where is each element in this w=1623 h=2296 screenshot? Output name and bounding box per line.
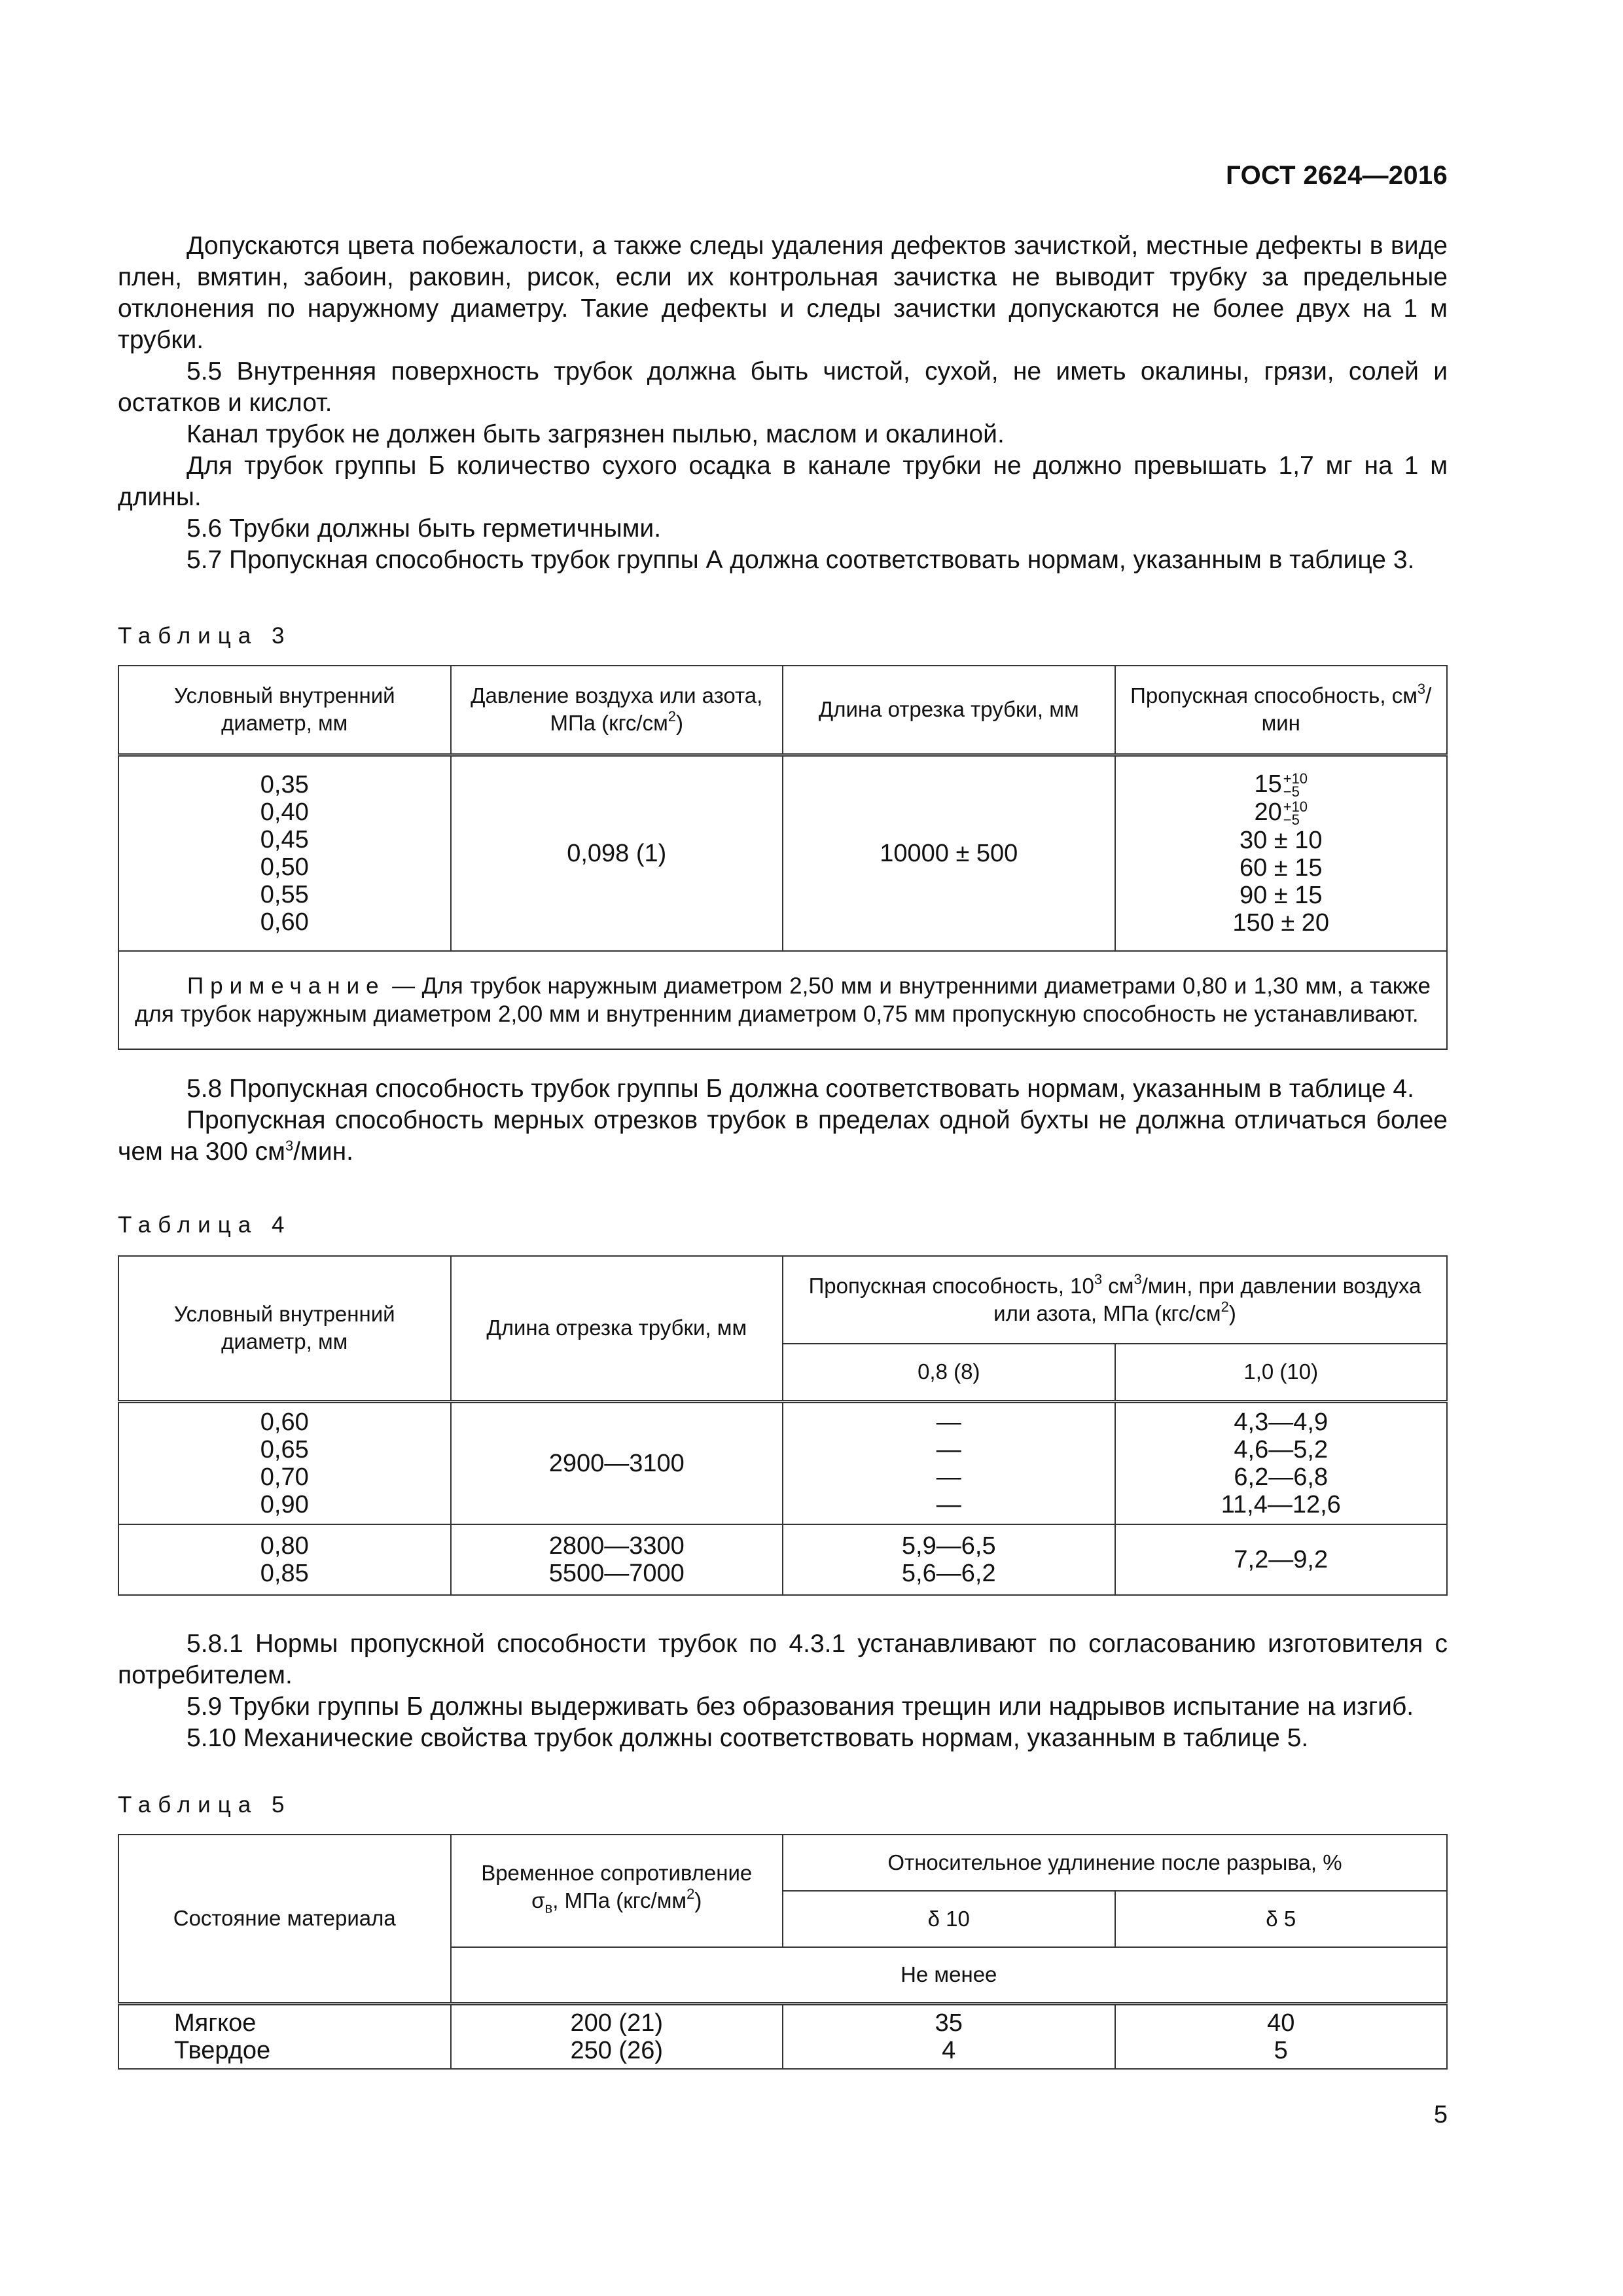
paragraph: Для трубок группы Б количество сухого осадка в канале трубки не должно превышать 1,7 мг на 1 м длины. [118,452,1448,511]
bottom-paragraphs [118,1628,1448,1754]
page-number: 5 [1433,2101,1448,2128]
t4-g2-p08: 5,9—6,5 5,6—6,2 [783,1524,1115,1595]
t4-g2-diameters: 0,80 0,85 [118,1524,451,1595]
note-label: Примечание [187,973,385,999]
t3-capacity-tol-2: 20 +10 −5 [1254,798,1308,828]
table3-caption: Таблица 3 [118,623,292,649]
t3-header-capacity: Пропускная способность, $см^3$/мин [1115,666,1448,755]
t4-header-p10: 1,0 (10) [1115,1344,1448,1401]
t4-header-capacity: Пропускная способность, $10^3$ $см^3$/мин, при давлении воздуха или азота, МПа $(кгс/см^2)$ [783,1256,1447,1344]
t3-capacity: 15 +10 −5 20 +10 −5 30 ± 10 60 ± 15 90 ± 15 150 ± 20 [1115,755,1448,951]
t3-header-pressure: Давление воздуха или азота, МПа $(кгс/см^2)$ [451,666,783,755]
paragraph: 5.9 Трубки группы Б должны выдерживать без образования трещин или надрывов испытание на изгиб. [187,1693,1414,1721]
t5-header-elongation: Относительное удлинение после разрыва, % [783,1835,1447,1891]
intro-paragraphs [118,230,1448,576]
t5-d10-values: 35 4 [783,2003,1115,2069]
paragraph: 5.5 Внутренняя поверхность трубок должна быть чистой, сухой, не иметь окалины, грязи, солей и остатков и кислот. [118,357,1448,417]
t4-g1-diameters: 0,60 0,65 0,70 0,90 [118,1401,451,1524]
paragraph: 5.8 Пропускная способность трубок группы Б должна соответствовать нормам, указанным в таблице 4. [187,1075,1414,1103]
t5-header-d5: δ 5 [1115,1891,1448,1947]
mid-paragraphs [118,1073,1448,1168]
paragraph: 5.10 Механические свойства трубок должны соответствовать нормам, указанным в таблице 5. [187,1724,1309,1752]
t3-pressure: 0,098 (1) [451,755,783,951]
t5-header-d10: δ 10 [783,1891,1115,1947]
t4-g2-p10: 7,2—9,2 [1115,1524,1448,1595]
t5-strengths: 200 (21) 250 (26) [451,2003,783,2069]
t4-g1-length: 2900—3100 [451,1401,783,1524]
paragraph: Допускаются цвета побежалости, а также следы удаления дефектов зачисткой, местные дефекты в виде плен, вмятин, забоин, раковин, рисок, если их контрольная зачистка не выводит трубку за предельные отклонения по наружному диаметру. Такие дефекты и следы зачистки допускаются не более двух на 1 м трубки. [118,232,1448,354]
t5-d5-values: 40 5 [1115,2003,1448,2069]
t4-header-diameter: Условный внутренний диаметр, мм [118,1256,451,1401]
t3-capacity-tol-1: 15 +10 −5 [1254,770,1308,800]
t4-g1-p10: 4,3—4,9 4,6—5,2 6,2—6,8 11,4—12,6 [1115,1401,1448,1524]
paragraph: Пропускная способность мерных отрезков трубок в пределах одной бухты не должна отличаться более чем на 300 $см^3$/мин. [118,1106,1448,1166]
t5-header-min: Не менее [451,1947,1448,2003]
t5-states: Мягкое Твердое [118,2003,451,2069]
table-3 [118,665,1448,1050]
t3-length: 10000 ± 500 [783,755,1115,951]
t4-header-length: Длина отрезка трубки, мм [451,1256,783,1401]
t3-note: Примечание — Для трубок наружным диаметром 2,50 мм и внутренними диаметрами 0,80 и 1,30 мм, а также для трубок наружным диаметром 2,00 мм и внутренним диаметром 0,75 мм пропускную способность не устанавливают. [118,951,1447,1049]
t4-g2-lengths: 2800—3300 5500—7000 [451,1524,783,1595]
table-5 [118,1834,1448,2070]
t3-header-diameter: Условный внутренний диаметр, мм [118,666,451,755]
paragraph: 5.8.1 Нормы пропускной способности трубок по 4.3.1 устанавливают по согласованию изготовителя с потребителем. [118,1630,1448,1689]
t3-diameters: 0,35 0,40 0,45 0,50 0,55 0,60 [118,755,451,951]
t5-header-state: Состояние материала [118,1835,451,2003]
paragraph: 5.7 Пропускная способность трубок группы А должна соответствовать нормам, указанным в таблице 3. [187,546,1415,574]
table4-caption: Таблица 4 [118,1212,292,1238]
paragraph: Канал трубок не должен быть загрязнен пылью, маслом и окалиной. [187,420,1005,448]
table5-caption: Таблица 5 [118,1792,292,1818]
document-code: ГОСТ 2624—2016 [1226,161,1448,190]
t4-header-p08: 0,8 (8) [783,1344,1115,1401]
table-4 [118,1255,1448,1596]
t4-g1-p08: — — — — [783,1401,1115,1524]
t3-header-length: Длина отрезка трубки, мм [783,666,1115,755]
t5-header-strength: Временное сопротивление $\sigma_в$, МПа $(кгс/мм^2)$ [451,1835,783,1947]
paragraph: 5.6 Трубки должны быть герметичными. [187,514,662,543]
